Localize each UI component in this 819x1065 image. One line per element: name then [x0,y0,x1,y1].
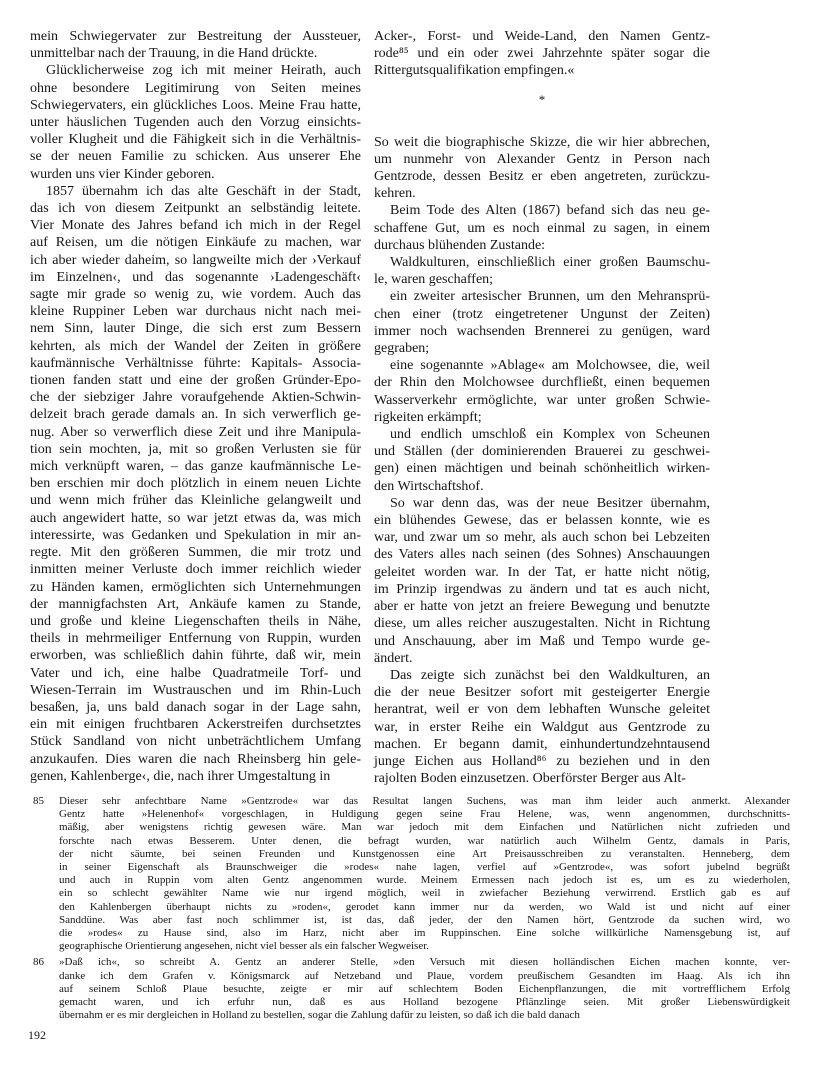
text-line: So war denn das, was der neue Besitzer übernahm, [390,495,710,511]
footnote-line: der nicht säumte, bei seinen Freunden und Kunstgenossen eine Art Preisausschreiben zu veranstalten. Henneberg, dem [59,847,790,860]
text-line: 1857 übernahm ich das alte Geschäft in der Stadt, [46,183,361,199]
text-line: diese, um alles reicher auszugestalten. Nicht in Richtung [374,616,710,632]
text-line: durchaus blühenden Zustande: [374,237,546,253]
text-line: Waldkulturen, einschließlich einer großen Baumschu- [390,255,710,271]
text-line: und wenn mich früher das Kleinliche gelangweilt und [30,493,361,509]
text-line: auf Reisen, um die nötigen Einkäufe zu machen, war [30,235,361,251]
text-line: und große und kleine Liegenschaften theils in Nähe, [30,613,361,629]
text-line: ein blühendes Gewese, das er belassen konnte, wie es [374,513,710,529]
text-line: regte. Mit den größeren Summen, die mir trotz und [30,545,361,561]
page-number: 192 [28,1028,46,1042]
text-line: mich verknüpft waren, – das ganze kaufmännische Le- [30,459,361,475]
footnote-number: 86 [33,956,44,969]
text-line: ben erschien mir doch plötzlich in einem neuen Lichte [30,476,361,492]
text-line: die der neue Besitzer sofort mit gesteigerter Energie [374,685,710,701]
footnote-line: mäßig, aber wenigstens richtig gewesen wäre. Man war jedoch mit dem Einfachen und Natürlichen nicht zufrieden und [59,821,790,834]
footnote-text [59,956,790,1022]
text-line: se der neuen Familie zu schicken. Aus unserer Ehe [30,149,361,165]
paragraph [374,495,710,667]
paragraph [374,426,710,495]
text-line: auch angewidert hatte, so war jetzt etwas da, was mich [30,510,361,526]
text-line: erworben, was schließlich dahin führte, daß wir, mein [30,648,361,664]
text-line: Vier Monate des Jahres befand ich mich in der Regel [30,218,361,234]
text-line: um nunmehr von Alexander Gentz in Person nach [374,151,710,167]
text-line: che der siebziger Jahre voraufgehende Aktien-Schwin- [30,390,361,406]
footnote-line: die »rodes« zu Hause sind, also im Harz, nicht aber im Ruppinschen. Eine solche willkürliche Namensgebung ist, auf [59,927,790,940]
footnote-line: den Kahlenbergen überhaupt nichts zu »roden«, gerodet kann immer nur da werden, wo Wald ist und nicht auf einer [59,900,790,913]
text-line: aber er hatte von jetzt an freiere Bewegung und benutzte [374,599,710,615]
text-line: tion sein mochten, ja, mit so großen Verlusten sie für [30,441,361,457]
footnote-line: übernahm er es mir dergleichen in Holland zu bestellen, sogar die Zahlung dafür zu leisten, so daß ich die bald danach [59,1009,580,1022]
footnote-line: Gentz hatte »Helenenhof« vorgeschlagen, in Huldigung gegen seine Frau Helene, was, wenn angenommen, durchschnitts- [59,808,790,821]
text-line: und Anschauung, aber im Maß und Tempo wurde ge- [374,633,710,649]
text-line: war, in erster Reihe ein Waldgut aus Gentzrode zu [374,719,710,735]
footnote-text [59,795,790,953]
text-line: rajolten Boden einzusetzen. Oberförster Berger aus Alt- [374,771,686,787]
footnote-line: »Daß ich«, so schreibt A. Gentz an anderer Stelle, »den Versuch mit diesen holländischen Eichen machen konnte, ver- [59,956,790,969]
text-line: wurden uns vier Kinder geboren. [30,166,215,182]
footnote-line: und auch in Ruppin vom alten Gentz angenommen wurde. Meinem Ermessen nach jedoch ist es, um es zu wiederholen, [59,874,790,887]
text-line: unter häuslichen Tugenden auch den Vorzug einsichts- [30,115,361,131]
footnotes-section [33,795,790,1022]
text-line: Schwiegervaters, ein glückliches Loos. Meine Frau hatte, [30,97,361,113]
text-line: der Rhin den Molchowsee durchfließt, einen bequemen [374,375,710,391]
text-line: rigkeiten erkämpft; [374,409,482,425]
left-text-column [30,28,361,785]
text-line: Vater und ich, eine halbe Quadratmeile Torf- und [30,665,361,681]
text-line: theils in mehrmeiliger Entfernung von Ruppin, wurden [30,631,361,647]
text-line: Beim Tode des Alten (1867) befand sich das neu ge- [390,203,710,219]
text-line: eine sogenannte »Ablage« am Molchowsee, die, weil [390,358,710,374]
text-line: im Prinzip irgendwas zu ändern und tat es auch nicht, [374,581,710,597]
text-line: sagte mir grade so wenig zu, wie vordem. Auch das [30,287,361,303]
text-line: immer noch wachsenden Brennerei zu genügen, ward [374,323,710,339]
text-line: der mannigfachsten Art, Ankäufe kamen zu Stande, [30,596,361,612]
text-line: kaufmännische Verhältnisse führte: Kapitals- Associa- [30,355,361,371]
text-line: Wasserverkehr ermöglichte, war unter großen Schwie- [374,392,710,408]
text-line: kehren. [374,186,416,202]
footnote-line: Sanddüne. Was aber fast noch schlimmer ist, ist das, daß jeder, der den Namen hört, Gentzrode da suchen wird, wo [59,913,790,926]
paragraph [374,202,710,254]
text-line: ein zweiter artesischer Brunnen, um den Mehransprü- [390,289,710,305]
footnote-line: geographische Orientierung angesehen, nicht viel besser als ein falscher Wegweiser. [59,940,430,953]
text-line: voller Klugheit und die Fähigkeit sich in die Verhältnis- [30,132,361,148]
text-line: schaffene Gut, um es noch einmal zu sagen, in einem [374,220,710,236]
footnote-line: in seiner Eigenschaft als Braunschweiger die »rodes« nahe lagen, verfiel auf »Gentzrode«, was sofort jubelnd begrüßt [59,861,790,874]
footnote-line: auf seinem Schloß Plaue besuchte, zeigte er mir auf schlechtem Boden Eichenpflanzungen, die mit vortrefflichem Erfolg [59,982,790,995]
text-line: besaßen, ja, uns bald danach sogar in der Lage sahn, [30,699,361,715]
footnote-85 [33,795,790,953]
text-line: gen) einen mächtigen und beinah schönheitlich wirken- [374,461,710,477]
text-line: ohne besondere Legitimirung von Seiten meines [30,80,361,96]
footnote-line: ein so schlecht gewählter Name wie nur irgend möglich, weil in zwiefacher Beziehung verwirrend. Erstlich gab es auf [59,887,790,900]
text-line: Das zeigte sich zunächst bei den Waldkulturen, an [390,667,710,683]
paragraph [30,183,361,785]
text-line: nem Sinn, lauter Dinge, die sich erst zum Bessern [30,321,361,337]
paragraph [30,28,361,62]
text-line: ein mit einigen fruchtbaren Ackerstreifen durchsetztes [30,717,361,733]
footnote-line: Dieser sehr anfechtbare Name »Gentzrode« war das Resultat langen Suchens, was man ihm leider auch anmerkt. Alexander [59,795,790,807]
paragraph [374,134,710,203]
paragraph [374,357,710,426]
text-line: kehrten, als mich der Wandel der Zeiten in größere [30,338,361,354]
text-line: inmitten meiner Verluste doch immer reichlich wieder [30,562,361,578]
footnote-86 [33,956,790,1022]
text-line: gegraben; [374,341,430,357]
text-line: Glücklicherweise zog ich mit meiner Heirath, auch [46,63,361,79]
paragraph [374,667,710,787]
text-line: im Einzelnen‹, und das sogenannte ›Ladengeschäft‹ [30,269,361,285]
text-line: war, und zwar um so mehr, als auch schon bei Lebzeiten [374,530,710,546]
paragraph [374,254,710,288]
text-line: Gentzrode, dessen Besitz er eben angetreten, zurückzu- [374,169,710,185]
paragraph [30,62,361,182]
text-line: zu Händen kamen, ermöglichten sich Unternehmungen [30,579,361,595]
text-line: So weit die biographische Skizze, die wir hier abbrechen, [374,134,710,150]
text-line: rode⁸⁵ und ein oder zwei Jahrzehnte später sogar die [374,46,710,62]
paragraph [374,288,710,357]
footnote-line: gemacht waren, und ich erfuhr nun, daß es aus Holland bezogene Pflänzlinge seien. Mit großer Liebenswürdigkeit [59,996,790,1009]
text-line: geleitet worden war. In der Tat, er hatte nicht nötig, [374,564,710,580]
text-line: delzeit brach gerade damals an. In sich verwerflich ge- [30,407,361,423]
footnote-line: forschte nach etwas Besserem. Unter denen, die befragt wurden, war natürlich auch Wilhelm Gentz, damals in Paris, [59,834,790,847]
text-line: le, waren geschaffen; [374,272,494,288]
text-line: ich aber wieder daheim, so langweilte mich der ›Verkauf [30,252,361,268]
text-line: Wiesen-Terrain im Wustrauschen und im Rhin-Luch [30,682,361,698]
text-line: Acker-, Forst- und Weide-Land, den Namen Gentz- [374,29,710,44]
text-line: unmittelbar nach der Trauung, in die Hand drückte. [30,46,318,62]
text-line: tionen fanden statt und eine der großen Gründer-Epo- [30,373,361,389]
text-line: und Ställen (der dominierenden Brauerei zu geschwei- [374,444,710,460]
footnote-number: 85 [33,795,44,807]
text-line: Stück Sandland von nicht unbeträchtlichem Umfang [30,734,361,750]
text-line: Rittergutsqualifikation empfingen.« [374,63,575,79]
text-line: den Wirtschaftshof. [374,478,484,494]
text-line: nug. Aber so verwerflich diese Zeit und ihre Manipula- [30,424,361,440]
right-column-block1 [374,28,710,80]
text-line: das ich von diesem Zeitpunkt an selbständig leitete. [30,201,361,217]
section-separator-star: * [538,91,546,107]
text-line: machen. Er begann damit, einhundertundzehntausend [374,736,710,752]
text-line: anzukaufen. Dies waren die nach Rheinsberg hin gele- [30,751,361,767]
text-line: mein Schwiegervater zur Bestreitung der Aussteuer, [30,29,361,44]
text-line: junge Eichen aus Holland⁸⁶ zu beziehen und in den [374,753,710,769]
paragraph [374,28,710,80]
text-line: kleine Ruppiner Leben war durchaus nicht nach mei- [30,304,361,320]
right-column-block2 [374,134,710,788]
footnote-line: danke ich dem Grafen v. Königsmarck auf Netzeband und Plaue, vordem preußischem Gesandten im Haag. Als ich ihn [59,969,790,982]
right-text-column [374,28,710,787]
text-line: interessirte, was Gedanken und Spekulation in mir an- [30,527,361,543]
text-line: des Vaters alles nach seinen (des Sohnes) Anschauungen [374,547,710,563]
text-line: genen, Kahlenberge‹, die, nach ihrer Umgestaltung in [30,768,331,784]
text-line: chen einer (trotz eingetretener Ungunst der Zeiten) [374,306,710,322]
text-line: und endlich umschloß ein Komplex von Scheunen [390,427,710,443]
text-line: herantrat, weil er von dem lebhaften Wunsche geleitet [374,702,710,718]
text-line: ändert. [374,650,413,666]
